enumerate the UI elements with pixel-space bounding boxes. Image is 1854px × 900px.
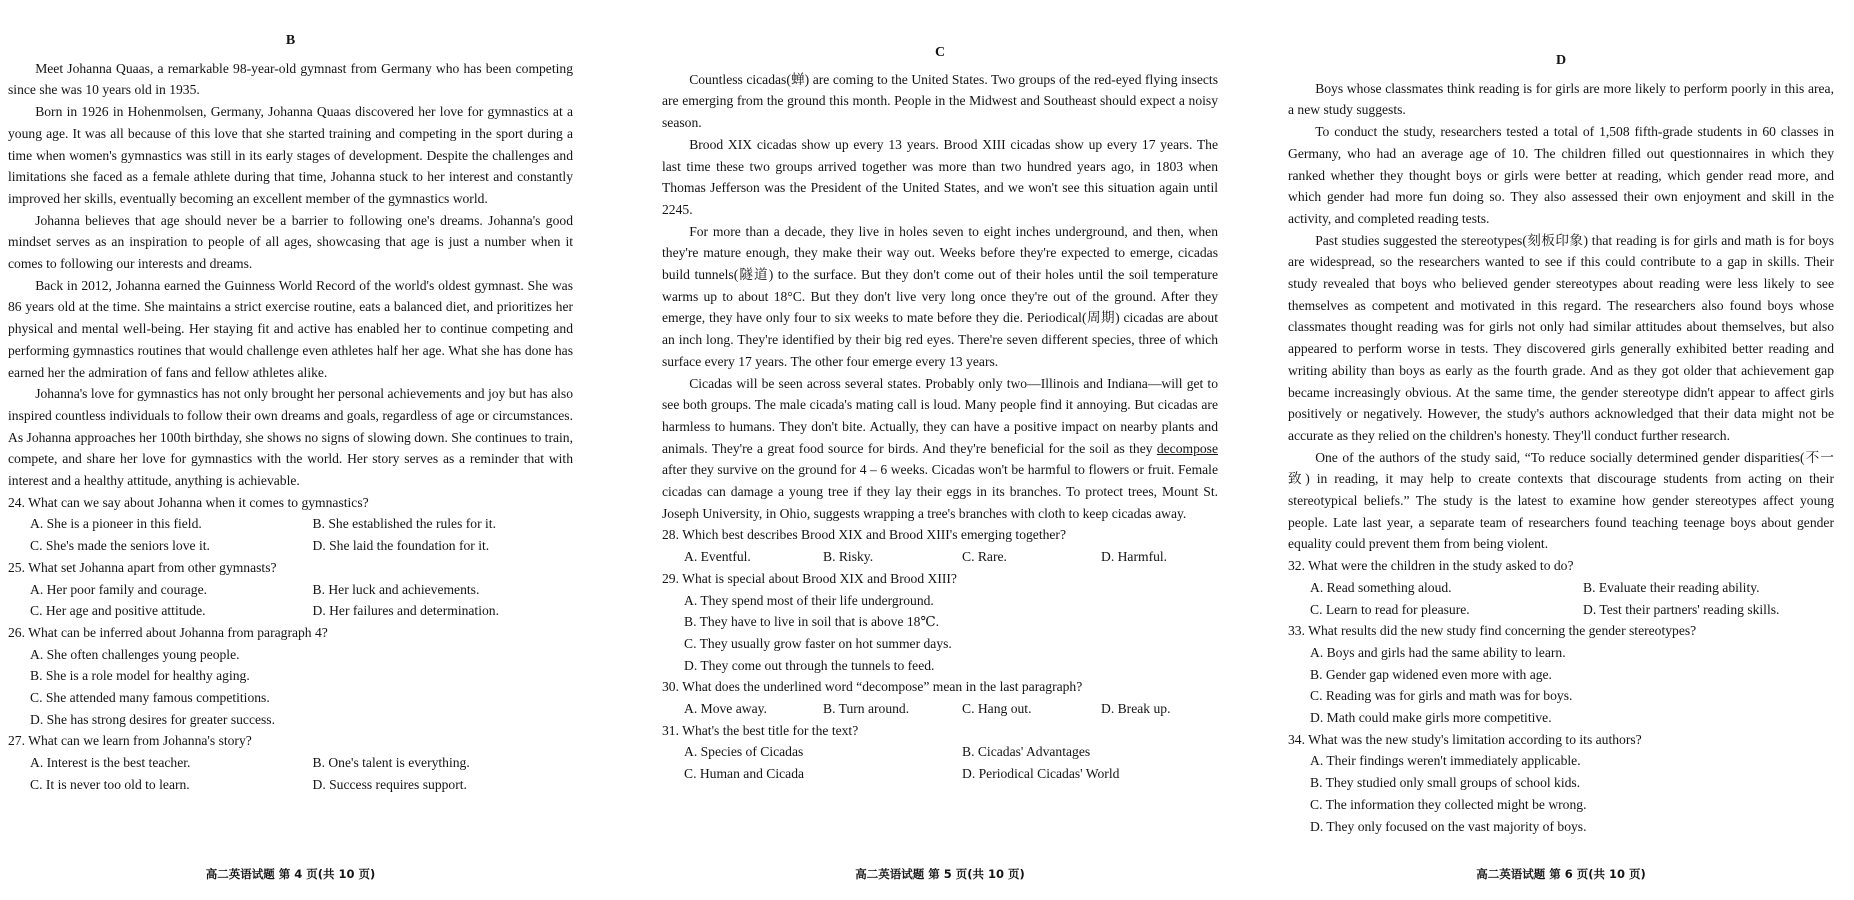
passage-b [8,58,573,492]
question-stem: 27. What can we learn from Johanna's story? [8,733,252,749]
answer-option: B. They studied only small groups of school kids. [1310,775,1581,791]
question-28 [662,524,1218,567]
answer-option: B. She is a role model for healthy aging. [30,668,250,684]
answer-option: D. Periodical Cicadas' World [962,766,1120,782]
answer-option: B. Risky. [823,549,874,565]
answer-option: A. They spend most of their life underground. [684,592,934,608]
paragraph: Born in 1926 in Hohenmolsen, Germany, Johanna Quaas discovered her love for gymnastics at a young age. It was all because of this love that she started training and competing in the sport during a time when women's gymnastics was still in its early stages of development. Despite the challenges and limitations she faced as a female athlete during that time, Johanna stuck to her interest and constantly improved her skills, eventually becoming an excellent member of the gymnastics world. [8,104,573,206]
section-title-b: B [285,33,296,48]
answer-option: D. Math could make girls more competitive. [1310,710,1552,726]
answer-option: C. She's made the seniors love it. [30,538,210,554]
answer-option: A. Boys and girls had the same ability to learn. [1310,644,1566,660]
answer-option: C. Rare. [962,549,1007,565]
answer-option: D. Success requires support. [312,776,467,792]
answer-option: C. She attended many famous competitions. [30,690,270,706]
passage-d [1288,78,1834,555]
paragraph: For more than a decade, they live in holes seven to eight inches underground, and then, when they're mature enough, they make their way out. Weeks before they're expected to emerge, cicadas build tunnels(隧道) to the surface. But they don't come out of their holes until the soil temperature warms up to about 18°C. But they don't live very long once they're out of the ground. After they emerge, they have only four to six weeks to mate before they die. Periodical(周期) cicadas are about an inch long. They're identified by their big red eyes. There're seven different species, three of which surface every 17 years. The other four emerge every 13 years. [662,223,1218,369]
paragraph: Meet Johanna Quaas, a remarkable 98-year-old gymnast from Germany who has been competing since she was 10 years old in 1935. [8,60,573,98]
question-29 [662,568,1218,677]
answer-option: A. She is a pioneer in this field. [30,516,202,532]
question-stem: 25. What set Johanna apart from other gymnasts? [8,559,277,575]
answer-option: A. Their findings weren't immediately applicable. [1310,753,1581,769]
answer-option: D. Break up. [1101,701,1171,717]
question-27 [8,730,573,795]
question-34 [1288,729,1834,838]
exam-page-5 [662,0,1218,900]
question-32 [1288,555,1834,620]
paragraph-text: Cicadas will be seen across several states. Probably only two—Illinois and Indiana—will get to see both groups. The male cicada's mating call is loud. Many people find it annoying. But cicadas are harmless to humans. They don't bite. Actually, they can have a positive impact on nearby plants and animals. They're a great food source for birds. And they're beneficial for the soil as they [662,375,1218,456]
underlined-word: decompose [1156,440,1218,456]
question-stem: 34. What was the new study's limitation according to its authors? [1288,731,1642,747]
question-stem: 33. What results did the new study find concerning the gender stereotypes? [1288,623,1697,639]
answer-option: D. They only focused on the vast majority of boys. [1310,818,1587,834]
answer-option: D. They come out through the tunnels to feed. [684,657,935,673]
page-footer: 高二英语试题 第 5 页(共 10 页) [855,867,1025,881]
question-stem: 26. What can be inferred about Johanna from paragraph 4? [8,624,328,640]
question-stem: 32. What were the children in the study asked to do? [1288,558,1574,574]
paragraph: Johanna believes that age should never be a barrier to following one's dreams. Johanna's good mindset serves as an inspiration to people of all ages, showcasing that age is just a number when it comes to following our interests and dreams. [8,212,573,272]
answer-option: B. She established the rules for it. [312,516,496,532]
paragraph: Johanna's love for gymnastics has not only brought her personal achievements and joy but has also inspired countless individuals to follow their own dreams and goals, regardless of age or circumstances. As Johanna approaches her 100th birthday, she shows no signs of slowing down. She continues to train, compete, and share her love for gymnastics with the world. Her story serves as a reminder that with interest and a healthy attitude, anything is achievable. [8,386,573,489]
answer-option: A. Her poor family and courage. [30,581,208,597]
question-25 [8,557,573,622]
answer-option: C. Her age and positive attitude. [30,603,206,619]
answer-option: B. Evaluate their reading ability. [1583,579,1760,595]
section-title-c: C [934,45,946,60]
paragraph: Boys whose classmates think reading is for girls are more likely to perform poorly in this area, a new study suggests. [1288,80,1834,118]
answer-option: C. The information they collected might be wrong. [1310,796,1587,812]
answer-option: C. It is never too old to learn. [30,776,190,792]
answer-option: C. They usually grow faster on hot summer days. [684,635,952,651]
question-stem: 28. Which best describes Brood XIX and Brood XIII's emerging together? [662,527,1066,543]
answer-option: D. Test their partners' reading skills. [1583,601,1780,617]
paragraph-text: after they survive on the ground for 4 – 6 weeks. Cicadas won't be harmful to flowers or fruit. Female cicadas can damage a young tree if they lay their eggs in its branches. To protect trees, Mount St. Joseph University, in Ohio, suggests wrapping a tree's branches with cloth to keep cicadas away. [662,462,1218,521]
page-footer: 高二英语试题 第 6 页(共 10 页) [1476,867,1646,881]
page-footer: 高二英语试题 第 4 页(共 10 页) [205,867,376,881]
answer-option: D. Her failures and determination. [312,603,499,619]
question-30 [662,676,1218,719]
answer-option: C. Learn to read for pleasure. [1310,601,1470,617]
question-stem: 30. What does the underlined word “decompose” mean in the last paragraph? [662,679,1083,695]
passage-c [662,69,1218,525]
question-33 [1288,620,1834,729]
answer-option: A. Move away. [684,701,767,717]
paragraph: To conduct the study, researchers tested a total of 1,508 fifth-grade students in 60 classes in Germany, who had an average age of 10. The children filled out questionnaires in which they ranked whether they thought boys or girls were better at reading, which gender read more, and which gender had more fun doing so. They also assessed their own enjoyment and skill in the activity, and completed reading tests. [1288,124,1834,226]
question-24 [8,492,573,557]
answer-option: A. Species of Cicadas [684,744,804,760]
answer-option: B. One's talent is everything. [312,755,470,771]
answer-option: B. Gender gap widened even more with age. [1310,666,1552,682]
answer-option: C. Hang out. [962,701,1032,717]
section-title-d: D [1555,53,1567,68]
answer-option: D. Harmful. [1101,549,1168,565]
answer-option: A. Read something aloud. [1310,579,1452,595]
exam-page-4 [8,0,573,900]
answer-option: A. Eventful. [684,549,751,565]
answer-option: C. Human and Cicada [684,766,805,782]
answer-option: B. They have to live in soil that is above 18℃. [684,614,940,630]
paragraph: One of the authors of the study said, “To reduce socially determined gender disparities(不一致) in reading, it may help to create contexts that discourage students from acting on their stereotypical beliefs.” The study is the latest to examine how gender stereotypes affect young people. Late last year, a separate team of researchers found teaching teenage boys about gender equality could prevent them from being violent. [1288,449,1834,552]
answer-option: B. Her luck and achievements. [312,581,480,597]
paragraph: Back in 2012, Johanna earned the Guinness World Record of the world's oldest gymnast. She was 86 years old at the time. She maintains a strict exercise routine, eats a balanced diet, and prioritizes her physical and mental well-being. Her staying fit and active has enabled her to continue competing and performing gymnastics routines that would challenge even athletes half her age. What she has done has earned her the admiration of fans and fellow athletes alike. [8,277,573,380]
answer-option: C. Reading was for girls and math was for boys. [1310,688,1573,704]
answer-option: B. Turn around. [823,701,910,717]
exam-page-6 [1288,0,1834,900]
answer-option: A. Interest is the best teacher. [30,755,191,771]
paragraph: Past studies suggested the stereotypes(刻板印象) that reading is for girls and math is for boys are widespread, so the researchers wanted to see if this could contribute to a gap in skills. Their study revealed that boys who believed gender stereotypes about reading were less likely to see themselves as competent and motivated in this regard. The researchers also found boys whose classmates thought reading was for girls not only had similar attitudes about themselves, but also appeared to perform worse in tests. They discovered girls generally exhibited better reading and writing ability than boys as early as the fourth grade. And as they got older that achievement gap became increasingly obvious. At the same time, the gender stereotype didn't appear to affect girls positively or negatively. However, the study's authors acknowledged that their data might not be accurate as they relied on the children's honesty. They'll conduct further research. [1288,232,1834,443]
answer-option: B. Cicadas' Advantages [962,744,1091,760]
paragraph [662,373,1218,525]
question-31 [662,720,1218,785]
answer-option: A. She often challenges young people. [30,646,240,662]
question-stem: 29. What is special about Brood XIX and Brood XIII? [662,570,957,586]
question-26 [8,622,573,731]
question-stem: 31. What's the best title for the text? [662,722,859,738]
question-stem: 24. What can we say about Johanna when it comes to gymnastics? [8,494,369,510]
answer-option: D. She has strong desires for greater success. [30,711,275,727]
paragraph: Countless cicadas(蝉) are coming to the United States. Two groups of the red-eyed flying insects are emerging from the ground this month. People in the Midwest and Southeast should expect a noisy season. [662,71,1218,131]
answer-option: D. She laid the foundation for it. [312,538,490,554]
paragraph: Brood XIX cicadas show up every 13 years. Brood XIII cicadas show up every 17 years. The last time these two groups arrived together was more than two hundred years ago, in 1803 when Thomas Jefferson was the President of the United States, and we won't see this situation again until 2245. [662,136,1218,217]
